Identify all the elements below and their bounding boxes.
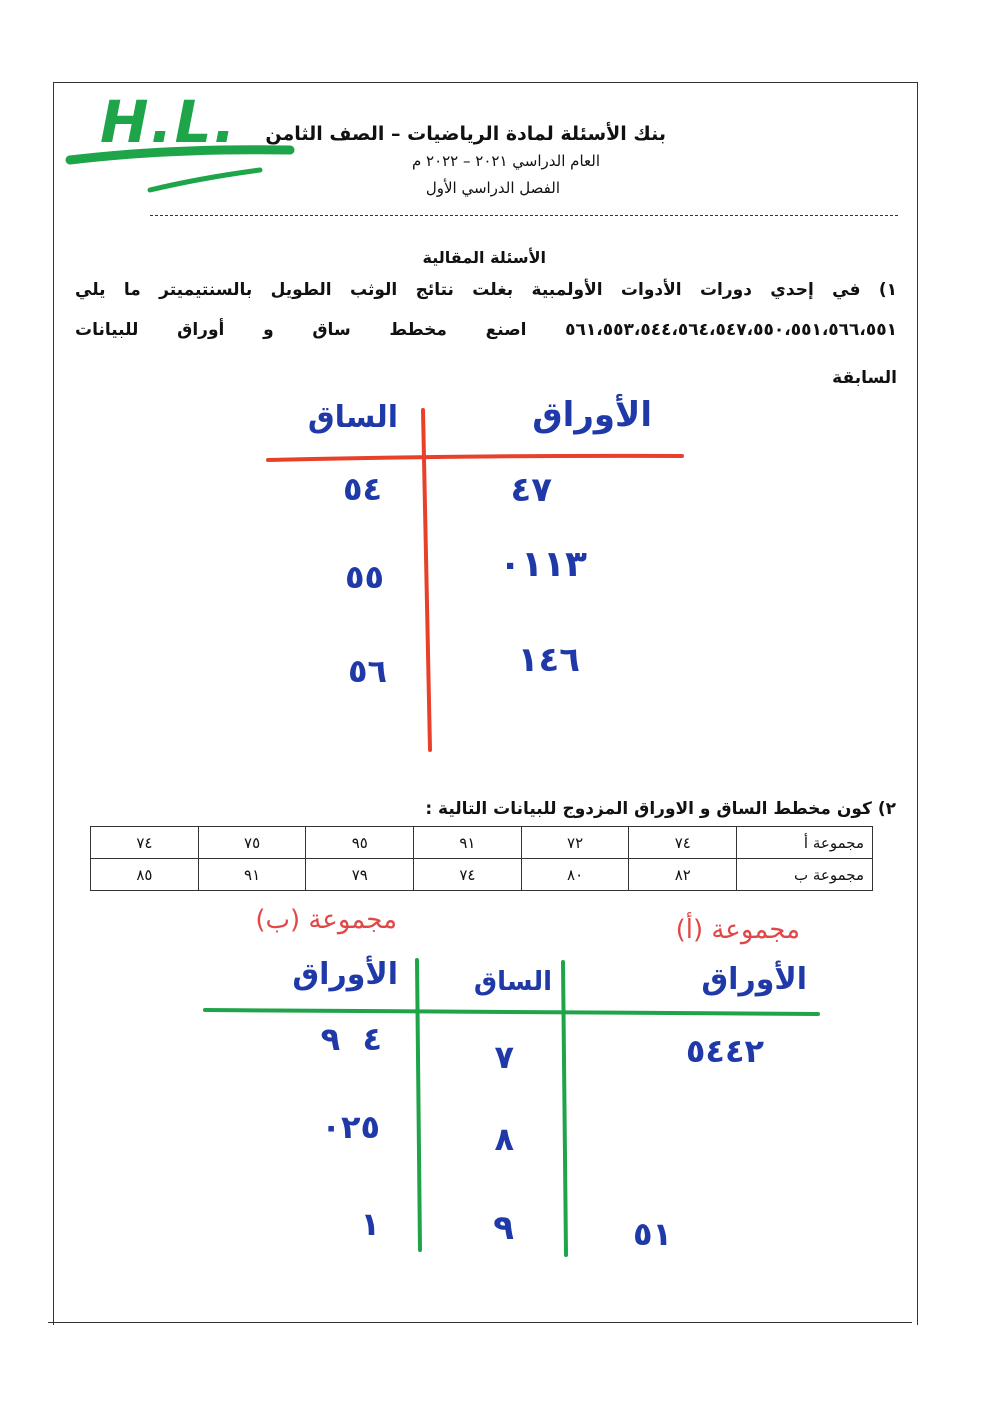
plot2-group-a-label: مجموعة (أ) [675, 915, 800, 945]
semester: الفصل الدراسي الأول [425, 179, 560, 197]
question1-line3: السابقة [832, 368, 897, 388]
table-cell: ٧٩ [306, 859, 414, 891]
plot1-leaves-row3: ١٤٦ [517, 640, 580, 680]
table-cell: ٧٤ [629, 827, 737, 859]
initials-signature: H.L. [100, 88, 238, 156]
plot1-stem-row2: ٥٥ [344, 558, 384, 596]
plot2-horizontal-line [205, 1010, 818, 1014]
table-cell: ٨٥ [91, 859, 199, 891]
plot2-leaves-a-row3: ٥١ [632, 1215, 672, 1253]
table-cell: ٧٥ [198, 827, 306, 859]
question2-text: ٢) كون مخطط الساق و الاوراق المزدوج للبيانات التالية : [425, 799, 896, 819]
plot2-stem-row3: ٩ [493, 1208, 514, 1248]
table-cell: ٨٠ [521, 859, 629, 891]
table-cell: ٧٤ [414, 859, 522, 891]
plot2-leaves-b-row3: ١ [360, 1205, 380, 1243]
row-label: مجموعة أ [737, 827, 873, 859]
table-cell: ٧٤ [91, 827, 199, 859]
question1-line1: ١) في إحدي دورات الأدوات الأولمبية بغلت نتائج الوثب الطويل بالسنتيميتر ما يلي [75, 280, 897, 300]
question1-line2: ٥٦١،٥٥٣،٥٤٤،٥٦٤،٥٤٧،٥٥٠،٥٥١،٥٦٦،٥٥١ اصنع مخطط ساق و أوراق للبيانات [75, 320, 897, 340]
plot2-leaf-header-a: الأوراق [701, 962, 807, 997]
plot2-stem-row1: ٧ [494, 1038, 514, 1076]
plot2-group-b-label: مجموعة (ب) [255, 905, 397, 935]
section-title: الأسئلة المقالية [422, 248, 546, 267]
doc-title: بنك الأسئلة لمادة الرياضيات – الصف الثامن [265, 123, 666, 145]
plot2-leaves-b-row2: ٠٢٥ [321, 1108, 380, 1146]
table-cell: ٩١ [198, 859, 306, 891]
plot2-stem-header: الساق [473, 967, 552, 997]
row-label: مجموعة ب [737, 859, 873, 891]
table-cell: ٧٢ [521, 827, 629, 859]
table-cell: ٩٥ [306, 827, 414, 859]
plot2-stem-row2: ٨ [494, 1120, 514, 1158]
plot2-leaves-a-row1: ٥٤٤٢ [685, 1032, 764, 1070]
plot2-right-vertical-line [563, 962, 566, 1255]
plot1-leaves-row2: ٠١١٣ [499, 544, 587, 585]
table-cell: ٨٢ [629, 859, 737, 891]
plot1-stem-row3: ٥٦ [347, 652, 387, 690]
plot2-leaves-b-row1: ٤ ٩ [320, 1020, 382, 1058]
academic-year: العام الدراسي ٢٠٢١ – ٢٠٢٢ م [411, 152, 600, 170]
plot1-stem-header: الساق [307, 400, 398, 435]
plot2-leaf-header-b: الأوراق [292, 957, 398, 992]
plot2-left-vertical-line [417, 960, 420, 1250]
plot1-leaves-row1: ٤٧ [510, 470, 552, 510]
table-cell: ٩١ [414, 827, 522, 859]
plot1-leaf-header: الأوراق [532, 395, 652, 435]
plot1-stem-row1: ٥٤ [342, 470, 382, 508]
